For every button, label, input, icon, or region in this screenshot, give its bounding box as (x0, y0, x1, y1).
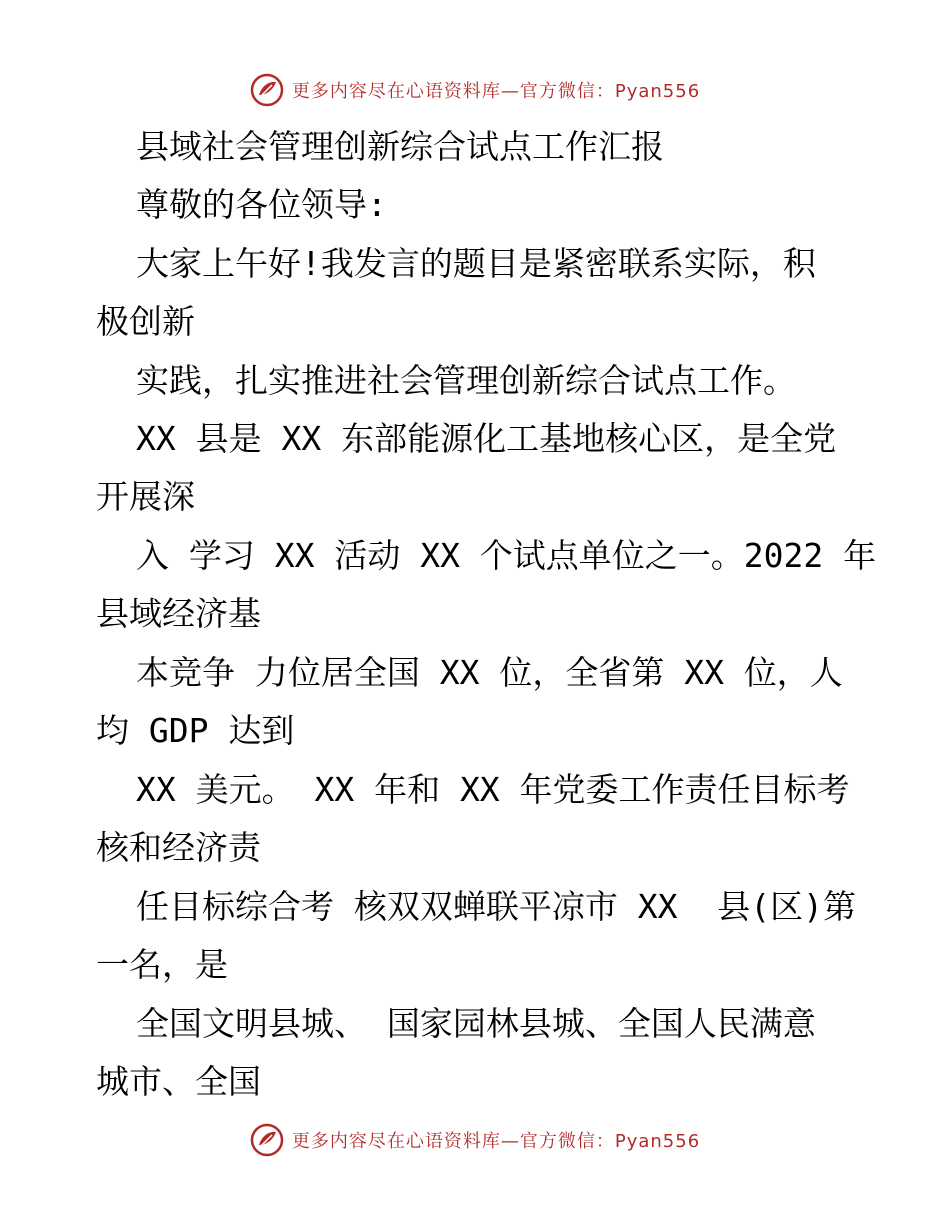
paragraph-line: 开展深 (96, 477, 195, 516)
paragraph-line: 均 GDP 达到 (96, 711, 295, 750)
leaf-seal-logo (250, 1123, 284, 1157)
salutation: 尊敬的各位领导: (136, 185, 387, 224)
paragraph-line: 大家上午好!我发言的题目是紧密联系实际，积 (136, 244, 816, 283)
paragraph-line: 一名，是 (96, 945, 228, 984)
watermark-text: 更多内容尽在心语资料库—官方微信：Pyan556 (291, 81, 701, 102)
paragraph-line: 全国文明县城、 国家园林县城、全国人民满意 (136, 1004, 816, 1043)
paragraph-line: 实践，扎实推进社会管理创新综合试点工作。 (136, 361, 796, 400)
paragraph-line: 任目标综合考 核双双蝉联平凉市 XX 县(区)第 (136, 887, 856, 926)
paragraph-line: 本竞争 力位居全国 XX 位，全省第 XX 位，人 (136, 653, 843, 692)
document-title: 县域社会管理创新综合试点工作汇报 (136, 127, 664, 166)
leaf-seal-logo (250, 73, 284, 107)
paragraph-line: 城市、全国 (96, 1062, 261, 1101)
paragraph-line: XX 美元。 XX 年和 XX 年党委工作责任目标考 (136, 770, 850, 809)
paragraph-line: 入 学习 XX 活动 XX 个试点单位之一。2022 年 (136, 536, 877, 575)
paragraph-line: 县域经济基 (96, 594, 261, 633)
paragraph-line: 核和经济责 (96, 828, 261, 867)
footer-watermark (0, 1120, 950, 1160)
paragraph-line: XX 县是 XX 东部能源化工基地核心区，是全党 (136, 419, 837, 458)
paragraph-line: 极创新 (96, 302, 195, 341)
watermark-text: 更多内容尽在心语资料库—官方微信：Pyan556 (291, 1131, 701, 1152)
header-watermark (0, 70, 950, 110)
